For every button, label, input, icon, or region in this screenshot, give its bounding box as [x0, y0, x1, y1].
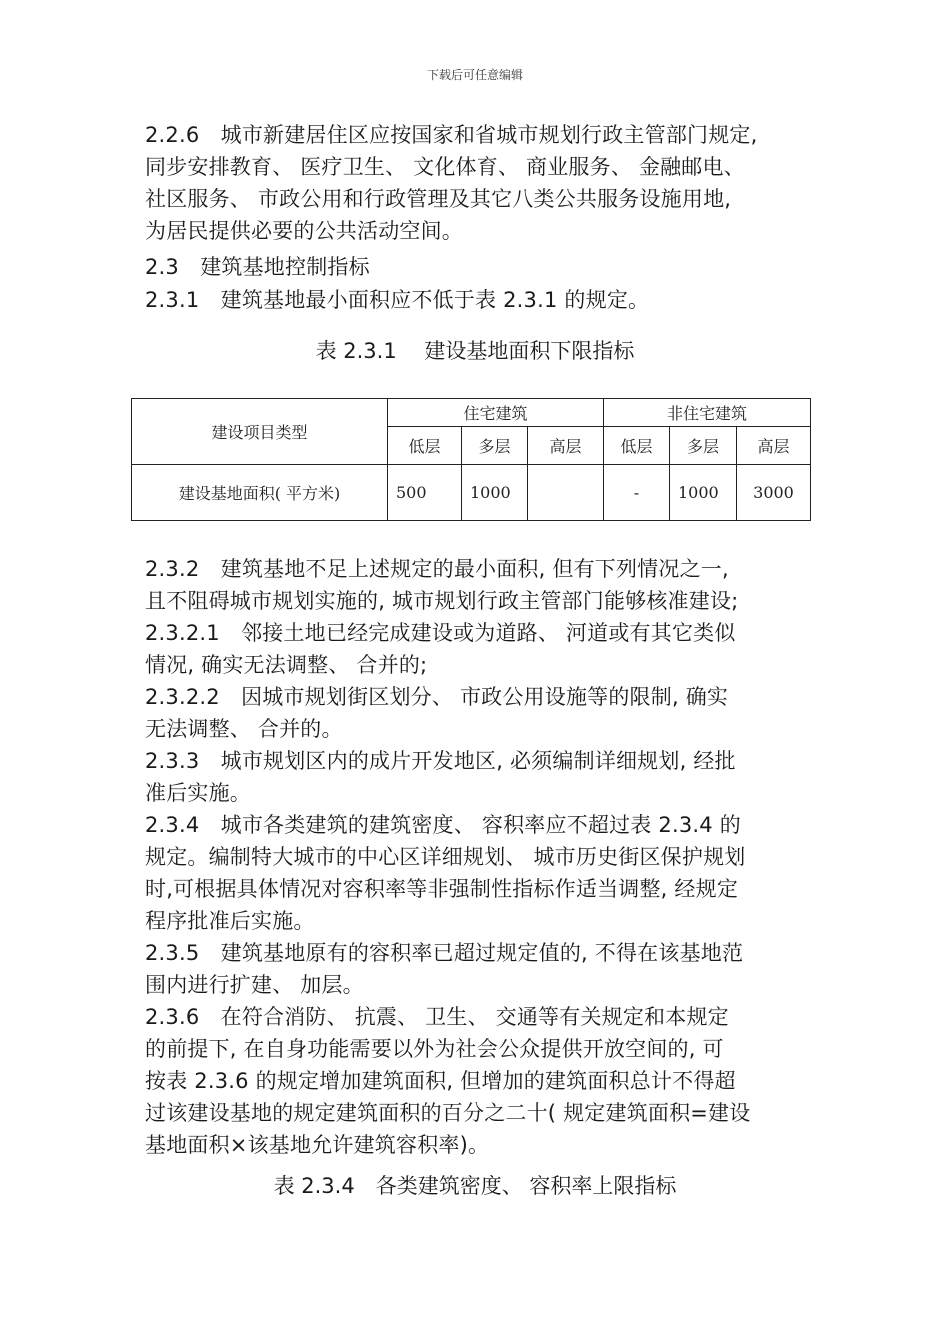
text-line: 且不阻碍城市规划实施的, 城市规划行政主管部门能够核准建设; — [145, 589, 739, 613]
text-line: 过该建设基地的规定建筑面积的百分之二十( 规定建筑面积=建设 — [145, 1101, 751, 1125]
text-line: 为居民提供必要的公共活动空间。 — [145, 219, 463, 243]
section-2-3-1 — [145, 284, 815, 316]
text-line: 2.3 建筑基地控制指标 — [145, 255, 370, 279]
text-line: 2.2.6 城市新建居住区应按国家和省城市规划行政主管部门规定, — [145, 123, 758, 147]
text-line: 情况, 确实无法调整、 合并的; — [145, 653, 428, 677]
body-text — [145, 553, 815, 1161]
text-line: 准后实施。 — [145, 781, 251, 805]
sub-header: 低层 — [388, 427, 462, 465]
text-line: 同步安排教育、 医疗卫生、 文化体育、 商业服务、 金融邮电、 — [145, 155, 745, 179]
text-line: 2.3.3 城市规划区内的成片开发地区, 必须编制详细规划, 经批 — [145, 749, 736, 773]
section-2-3-heading — [145, 251, 815, 283]
table-cell: - — [604, 465, 670, 521]
text-line: 2.3.2 建筑基地不足上述规定的最小面积, 但有下列情况之一, — [145, 557, 729, 581]
text-line: 按表 2.3.6 的规定增加建筑面积, 但增加的建筑面积总计不得超 — [145, 1069, 736, 1093]
text-line: 的前提下, 在自身功能需要以外为社会公众提供开放空间的, 可 — [145, 1037, 724, 1061]
text-line: 规定。编制特大城市的中心区详细规划、 城市历史街区保护规划 — [145, 845, 746, 869]
group-header-non-residential: 非住宅建筑 — [604, 399, 811, 427]
sub-header: 多层 — [462, 427, 528, 465]
table-cell: 3000 — [737, 465, 811, 521]
table-cell: 500 — [388, 465, 462, 521]
table-cell: 1000 — [670, 465, 737, 521]
text-line: 2.3.1 建筑基地最小面积应不低于表 2.3.1 的规定。 — [145, 288, 650, 312]
sub-header: 低层 — [604, 427, 670, 465]
text-line: 围内进行扩建、 加层。 — [145, 973, 364, 997]
text-line: 社区服务、 市政公用和行政管理及其它八类公共服务设施用地, — [145, 187, 732, 211]
table-row-header: 建设项目类型 — [132, 399, 388, 465]
text-line: 无法调整、 合并的。 — [145, 717, 343, 741]
text-line: 2.3.2.2 因城市规划街区划分、 市政公用设施等的限制, 确实 — [145, 685, 729, 709]
row-label: 建设基地面积( 平方米) — [132, 465, 388, 521]
text-line: 2.3.6 在符合消防、 抗震、 卫生、 交通等有关规定和本规定 — [145, 1005, 729, 1029]
text-line: 基地面积×该基地允许建筑容积率)。 — [145, 1133, 490, 1157]
text-line: 程序批准后实施。 — [145, 909, 315, 933]
text-line: 2.3.5 建筑基地原有的容积率已超过规定值的, 不得在该基地范 — [145, 941, 744, 965]
section-2-2-6 — [145, 119, 815, 247]
text-line: 2.3.4 城市各类建筑的建筑密度、 容积率应不超过表 2.3.4 的 — [145, 813, 741, 837]
table-cell — [528, 465, 604, 521]
table-2-3-1 — [131, 398, 811, 521]
sub-header: 多层 — [670, 427, 737, 465]
table-2-3-1-caption: 表 2.3.1 建设基地面积下限指标 — [315, 339, 635, 363]
group-header-residential: 住宅建筑 — [388, 399, 604, 427]
sub-header: 高层 — [737, 427, 811, 465]
text-line: 时,可根据具体情况对容积率等非强制性指标作适当调整, 经规定 — [145, 877, 739, 901]
table-cell: 1000 — [462, 465, 528, 521]
sub-header: 高层 — [528, 427, 604, 465]
table-2-3-4-caption: 表 2.3.4 各类建筑密度、 容积率上限指标 — [273, 1174, 677, 1198]
page-header: 下载后可任意编辑 — [426, 68, 523, 82]
text-line: 2.3.2.1 邻接土地已经完成建设或为道路、 河道或有其它类似 — [145, 621, 736, 645]
